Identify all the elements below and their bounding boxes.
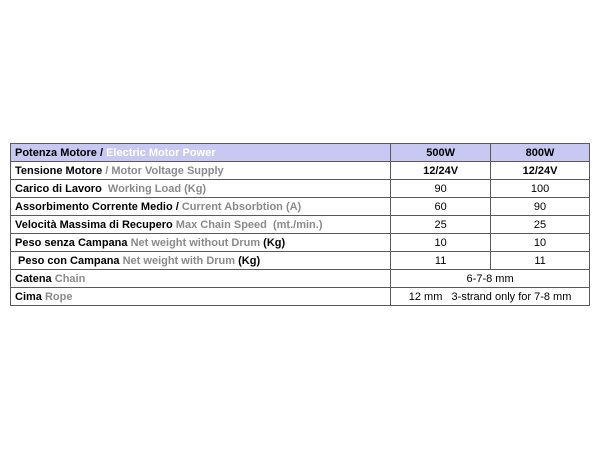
row-label-en: Net weight with Drum xyxy=(122,254,236,267)
header-label-cell xyxy=(11,144,391,162)
row-label-en: Max Chain Speed (mt./min.) xyxy=(175,218,323,231)
row-value-500w: 60 xyxy=(391,198,491,216)
row-value-500w: 11 xyxy=(391,252,491,270)
row-value-800w: 90 xyxy=(491,198,590,216)
table-row xyxy=(11,198,590,216)
table-row-merged xyxy=(11,270,590,288)
row-label-it: Velocità Massima di Recupero xyxy=(15,218,173,231)
row-value-merged: 6-7-8 mm xyxy=(391,270,590,288)
row-label-cell xyxy=(11,180,391,198)
row-label-suffix: (Kg) xyxy=(235,254,261,267)
row-label-it: Cima xyxy=(15,290,42,303)
row-value-500w: 10 xyxy=(391,234,491,252)
row-label-it: Peso senza Campana xyxy=(15,236,128,249)
row-label-en: Working Load (Kg) xyxy=(107,182,207,195)
row-value-500w: 25 xyxy=(391,216,491,234)
table-row xyxy=(11,234,590,252)
specifications-table xyxy=(10,143,590,306)
table-row xyxy=(11,252,590,270)
table-row xyxy=(11,162,590,180)
row-label-it: Assorbimento Corrente Medio xyxy=(15,200,173,213)
row-value-800w: 100 xyxy=(491,180,590,198)
row-label-it: Carico di Lavoro xyxy=(15,182,102,195)
header-label-it: Potenza Motore xyxy=(15,146,97,159)
table-row-merged xyxy=(11,288,590,306)
header-label-en: Electric Motor Power xyxy=(106,146,216,159)
row-label-cell xyxy=(11,270,391,288)
row-label-cell xyxy=(11,288,391,306)
table-row xyxy=(11,216,590,234)
row-label-it: Catena xyxy=(15,272,52,285)
row-value-800w: 10 xyxy=(491,234,590,252)
row-label-en: Motor Voltage Supply xyxy=(111,164,224,177)
row-label-cell xyxy=(11,198,391,216)
row-label-it: Tensione Motore xyxy=(15,164,103,177)
row-label-cell xyxy=(11,234,391,252)
row-label-cell xyxy=(11,216,391,234)
row-value-800w: 11 xyxy=(491,252,590,270)
row-label-sep: / xyxy=(172,200,182,213)
header-label-sep: / xyxy=(96,146,107,159)
row-label-en: Current Absorbtion (A) xyxy=(181,200,302,213)
row-label-en: Chain xyxy=(54,272,86,285)
row-value-800w: 12/24V xyxy=(491,162,590,180)
row-label-en: Rope xyxy=(44,290,73,303)
row-label-it: Peso con Campana xyxy=(15,254,120,267)
row-value-500w: 12/24V xyxy=(391,162,491,180)
row-value-800w: 25 xyxy=(491,216,590,234)
table-row xyxy=(11,180,590,198)
row-value-500w: 90 xyxy=(391,180,491,198)
row-label-cell xyxy=(11,252,391,270)
table-header-row xyxy=(11,144,590,162)
header-col-800w: 800W xyxy=(491,144,590,162)
row-value-merged: 12 mm 3-strand only for 7-8 mm xyxy=(391,288,590,306)
row-label-suffix: (Kg) xyxy=(260,236,286,249)
row-label-sep: / xyxy=(102,164,112,177)
row-label-en: Net weight without Drum xyxy=(130,236,261,249)
row-label-cell xyxy=(11,162,391,180)
header-col-500w: 500W xyxy=(391,144,491,162)
